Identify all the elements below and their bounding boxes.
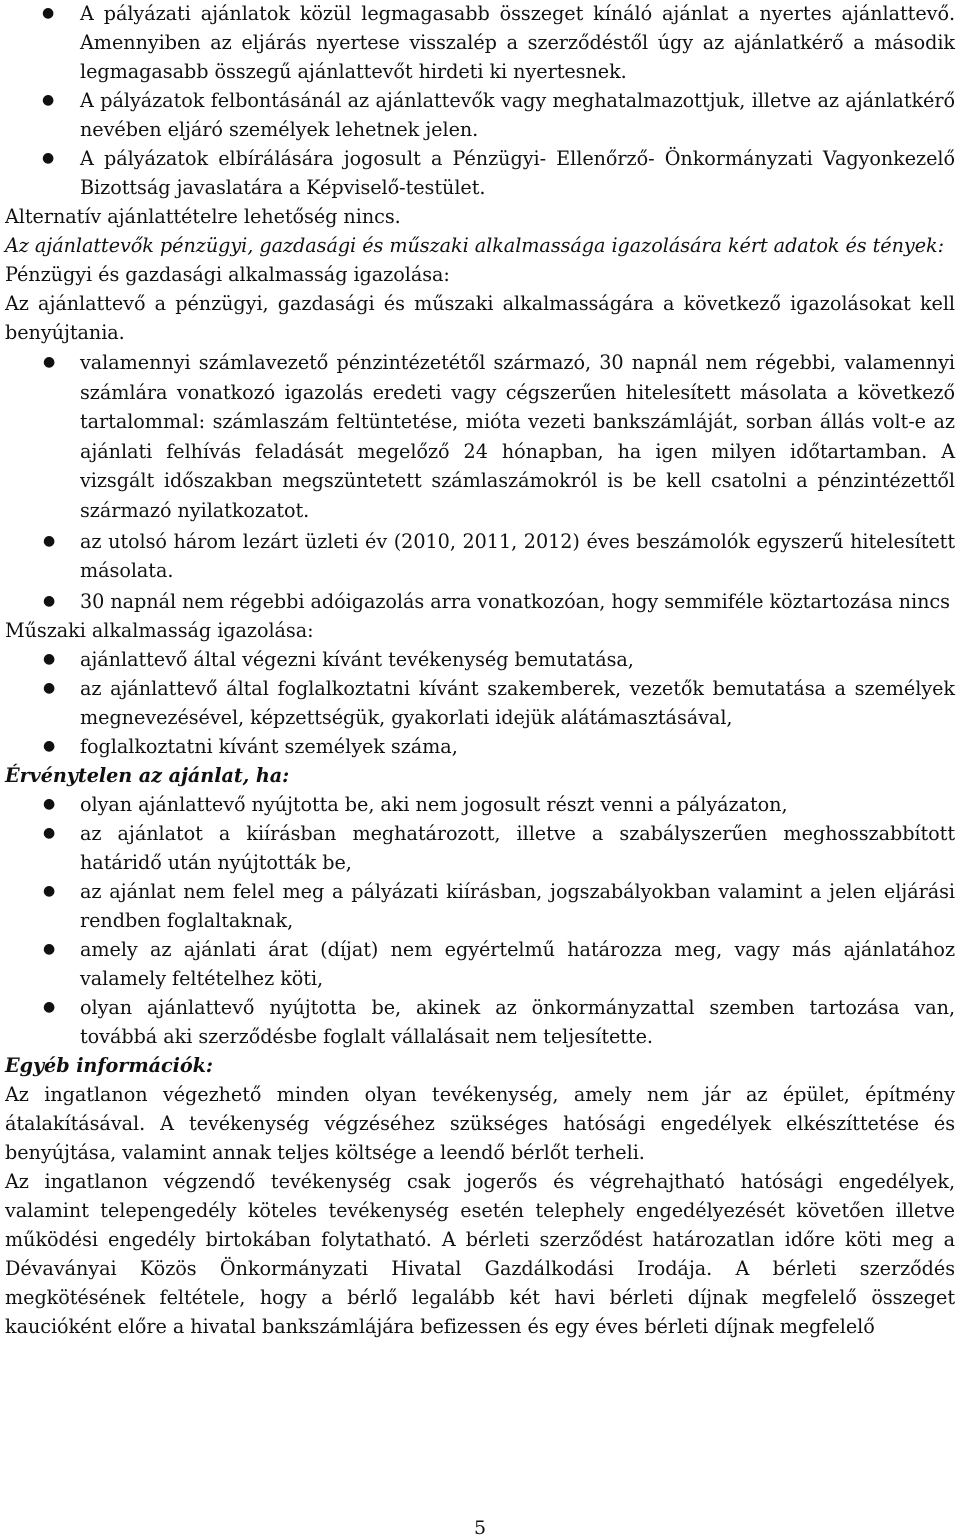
other-info-heading: Egyéb információk: [5, 1054, 213, 1078]
list-item [5, 819, 955, 877]
bullet-icon: ● [42, 150, 55, 166]
list-item-text: ajánlattevő által végezni kívánt tevékenység bemutatása, [80, 648, 634, 672]
list-item [5, 527, 955, 586]
bullet-icon: ● [43, 680, 56, 697]
bullet-icon: ● [43, 883, 56, 900]
list-item-text: az ajánlatot a kiírásban meghatározott, illetve a szabályszerűen meghosszabbított határidő után nyújtották be, [80, 822, 955, 875]
list-item [5, 144, 955, 202]
bullet-icon: ● [42, 5, 55, 21]
invalid-offer-list [5, 790, 955, 1051]
award-rules-list [5, 0, 955, 202]
list-item [5, 587, 955, 617]
list-item-text: A pályázati ajánlatok közül legmagasabb összeget kínáló ajánlat a nyertes ajánlattevő. Amennyiben az eljárás nyertese visszalép a szerződéstől úgy az ajánlatkérő a második legmagasabb összegű ajánlattevőt hirdeti ki nyertesnek. [80, 2, 955, 83]
financial-heading: Pénzügyi és gazdasági alkalmasság igazolása: [5, 263, 450, 286]
list-item [5, 790, 955, 819]
list-item [5, 732, 955, 761]
suitability-heading: Az ajánlattevők pénzügyi, gazdasági és műszaki alkalmassága igazolására kért adatok és tények: [5, 234, 944, 257]
list-item [5, 674, 955, 732]
list-item-text: valamennyi számlavezető pénzintézetétől származó, 30 napnál nem régebbi, valamennyi számlára vonatkozó igazolás eredeti vagy cégszerűen hitelesített másolata a következő tartalommal: számlaszám feltüntetése, mióta vezeti bankszámláját, sorban állás volt-e az ajánlati felhívás feladását megelőző 24 hónapban, ha igen milyen időtartamban. A vizsgált időszakban megszüntetett számlaszámokról is be kell csatolni a pénzintézettől származó nyilatkozatot. [80, 351, 955, 522]
list-item [5, 0, 955, 86]
technical-heading: Műszaki alkalmasság igazolása: [5, 619, 314, 643]
other-info-paragraph: Az ingatlanon végezhető minden olyan tevékenység, amely nem jár az épület, építmény átalakításával. A tevékenység végzéséhez szükséges hatósági engedélyek elkészíttetése és benyújtása, valamint annak teljes költsége a leendő bérlőt terheli. [5, 1083, 955, 1165]
other-info-paragraph: Az ingatlanon végzendő tevékenység csak jogerős és végrehajtható hatósági engedélyek, valamint telepengedély köteles tevékenység esetén telephely engedélyezését követően illetve működési engedély birtokában folytatható. A bérleti szerződést határozatlan időre köti meg a Dévaványai Közös Önkormányzati Hivatal Gazdálkodási Irodája. A bérleti szerződés megkötésének feltétele, hogy a bérlő legalább két havi bérleti díjnak megfelelő összeget kaucióként előre a hivatal bankszámlájára befizessen és egy éves bérleti díjnak megfelelő [5, 1170, 955, 1339]
page-number: 5 [473, 1517, 487, 1539]
bullet-icon: ● [43, 592, 56, 609]
list-item-text: az utolsó három lezárt üzleti év (2010, 2011, 2012) éves beszámolók egyszerű hitelesített másolata. [80, 529, 955, 583]
alternative-offer-note: Alternatív ajánlattételre lehetőség nincs. [5, 205, 401, 228]
list-item-text: az ajánlattevő által foglalkoztatni kívánt szakemberek, vezetők bemutatása a személyek megnevezésével, képzettségük, gyakorlati idejük alátámasztásával, [80, 677, 955, 730]
list-item [5, 877, 955, 935]
bullet-icon: ● [43, 941, 56, 958]
list-item-text: 30 napnál nem régebbi adóigazolás arra vonatkozóan, hogy semmiféle köztartozása nincs [80, 589, 950, 613]
list-item [5, 993, 955, 1051]
list-item-text: az ajánlat nem felel meg a pályázati kiírásban, jogszabályokban valamint a jelen eljárási rendben foglaltaknak, [80, 880, 955, 933]
financial-intro: Az ajánlattevő a pénzügyi, gazdasági és műszaki alkalmasságára a következő igazolásokat kell benyújtania. [5, 292, 955, 344]
bullet-icon: ● [43, 651, 56, 668]
list-item-text: olyan ajánlattevő nyújtotta be, aki nem jogosult részt venni a pályázaton, [80, 793, 788, 817]
list-item [5, 935, 955, 993]
list-item-text: olyan ajánlattevő nyújtotta be, akinek az önkormányzattal szemben tartozása van, továbbá aki szerződésbe foglalt vállalásait nem teljesítette. [80, 996, 955, 1049]
bullet-icon: ● [43, 825, 56, 842]
invalid-offer-heading: Érvénytelen az ajánlat, ha: [5, 764, 290, 788]
list-item [5, 645, 955, 674]
bullet-icon: ● [43, 354, 56, 370]
bullet-icon: ● [43, 796, 56, 813]
list-item-text: A pályázatok felbontásánál az ajánlattevők vagy meghatalmazottjuk, illetve az ajánlatkérő nevében eljáró személyek lehetnek jelen. [80, 89, 955, 141]
list-item-text: foglalkoztatni kívánt személyek száma, [80, 735, 458, 759]
list-item [5, 86, 955, 144]
bullet-icon: ● [43, 532, 56, 549]
bullet-icon: ● [43, 738, 56, 755]
bullet-icon: ● [43, 999, 56, 1016]
list-item [5, 348, 955, 526]
technical-requirements-list [5, 645, 955, 761]
list-item-text: A pályázatok elbírálására jogosult a Pénzügyi- Ellenőrző- Önkormányzati Vagyonkezelő Bizottság javaslatára a Képviselő-testület. [80, 147, 955, 199]
document-body [5, 0, 955, 1341]
financial-requirements-list [5, 348, 955, 616]
bullet-icon: ● [42, 92, 55, 108]
list-item-text: amely az ajánlati árat (díjat) nem egyértelmű határozza meg, vagy más ajánlatához valamely feltételhez köti, [80, 938, 955, 991]
